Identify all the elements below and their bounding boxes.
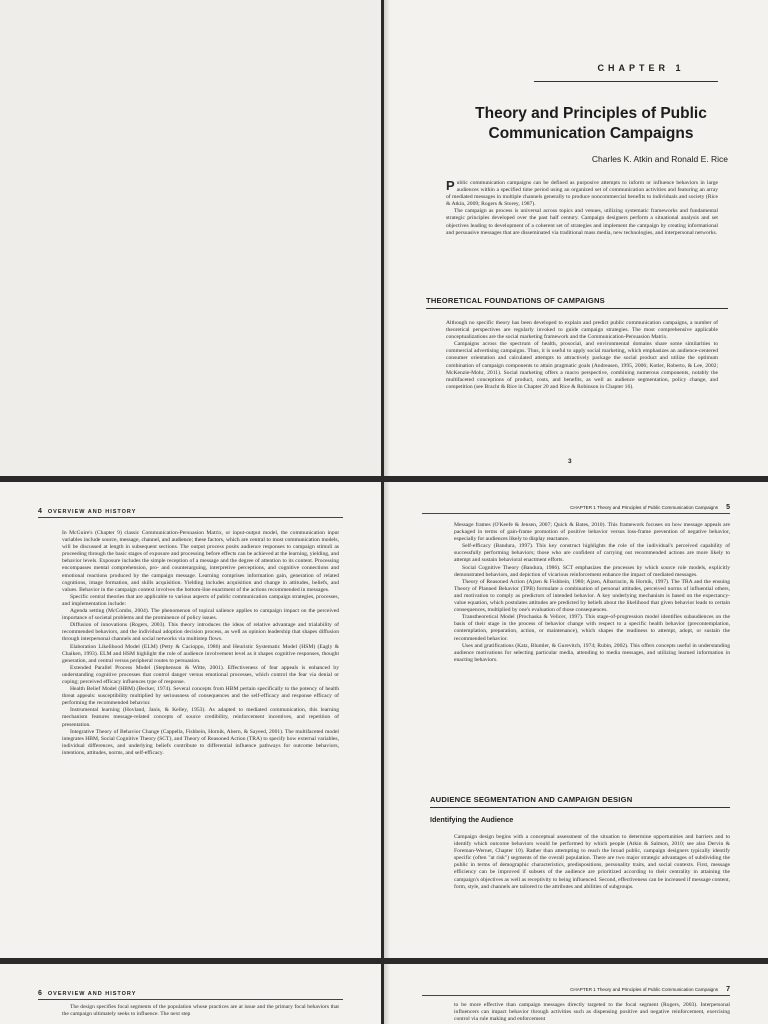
section-heading: THEORETICAL FOUNDATIONS OF CAMPAIGNS xyxy=(426,296,605,305)
theory-entry: Health Belief Model (HBM) (Becker, 1974). Several concepts from HBM pertain specifically to the potency of health threat appeals: susceptibility multiplied by seriousness of consequences and the self-efficacy and response efficacy of performing the recommended behavior. xyxy=(62,686,339,707)
theory-entry: Self-efficacy (Bandura, 1997). This key construct highlights the role of the individual's perceived capability of successfully performing behaviors; those who are confident of carrying out recommended actions are more likely to attempt and sustain behavioral enactment efforts. xyxy=(454,543,730,564)
section-paragraph-2: Campaigns across the spectrum of health, prosocial, and environmental domains share some similarities to commercial advertising campaigns. Thus, it is useful to apply social marketing, which emphasizes an audience-centered consumer orientation and calculated attempts to attractively package the social product and utilize the optimum combination of campaign components to attain pragmatic goals (Andreasen, 1995, 2006; Kotler, Roberto, & Lee, 2002; McKenzie-Mohr, 2011). Social marketing offers a macro perspective, combining numerous components, notably the multifaceted conceptions of product, costs, and benefits, as well as audience segmentation, policy change, and competition (see Bracht & Rice in Chapter 20 and Rice & Robinson in Chapter 16). xyxy=(446,341,718,390)
page-6 xyxy=(0,964,381,1024)
paragraph-1: In McGuire's (Chapter 9) classic Communication-Persuasion Matrix, or input-output model, the communication input variables include source, message, channel, and audience; these factors, which are central to most communication models, will be discussed at length in subsequent sections. The output process posits audience responses to campaign stimuli as proceeding through the basic stages of exposure and processing before effects can be achieved at the learning, yielding, and behavior levels. Exposure includes the simple reception of a message and the degree of attention to its content. Processing encompasses mental comprehension, pro- and counterarguing, interpretive perceptions, and cognitive connections and emotional reactions produced by the campaign message. Learning comprises information gain, generation of related cognitions, image formation, and skills acquisition. Yielding includes acquisition and change in attitudes, beliefs, and values. Behavior in the campaign context involves the bottom-line enactment of the actions recommended in messages. xyxy=(62,530,339,593)
section-rule xyxy=(426,308,728,309)
gutter-shadow xyxy=(384,0,390,476)
subsection-text xyxy=(454,834,730,891)
section-heading: AUDIENCE SEGMENTATION AND CAMPAIGN DESIGN xyxy=(430,795,633,804)
chapter-rule xyxy=(534,81,718,82)
intro-paragraph-1: ublic communication campaigns can be defined as purposive attempts to inform or influence behaviors in large audiences within a specified time period using an organized set of communication activities and featuring an array of mediated messages in multiple channels generally to produce noncommercial benefits to individuals and society (Rice & Atkin, 2009; Rogers & Storey, 1987). xyxy=(446,180,718,208)
running-head xyxy=(38,990,136,997)
page-5 xyxy=(384,482,768,958)
running-head xyxy=(570,504,730,511)
theory-entry: Elaboration Likelihood Model (ELM) (Petty & Cacioppo, 1986) and Heuristic Systematic Model (HSM) (Eagly & Chaiken, 1993). ELM and HSM highlight the role of audience involvement level as it shapes cognitive responses, thought generation, and central versus peripheral routes to persuasion. xyxy=(62,643,339,664)
theory-entry: Transtheoretical Model (Prochaska & Velicer, 1997). This stage-of-progression model identifies subaudiences on the basis of their stage in the process of behavior change with respect to a specific health behavior (precontemplation, contemplation, preparation, action, or maintenance), which shapes the readiness to attempt, adopt, or sustain the recommended behavior. xyxy=(454,614,730,642)
running-head xyxy=(570,986,730,993)
theory-entry: Integrative Theory of Behavior Change (Cappella, Fishbein, Hornik, Ahern, & Sayeed, 2001). The multifaceted model integrates HBM, Social Cognitive Theory (SCT), and Theory of Reasoned Action (TRA) to specify how external variables, individual differences, and underlying beliefs contribute to differential influence pathways for outcome behaviors, intentions, attitudes, norms, and self-efficacy. xyxy=(62,728,339,756)
running-head-text: CHAPTER 1 Theory and Principles of Public Communication Campaigns xyxy=(570,505,719,510)
running-head-rule xyxy=(422,995,730,996)
page-3 xyxy=(384,0,768,476)
body-text xyxy=(454,522,730,664)
running-head-rule xyxy=(422,513,730,514)
body-text: The design specifies focal segments of the population whose practices are at issue and the primary focal behaviors that the campaign ultimately seeks to influence. The next step xyxy=(62,1004,339,1018)
subsection-heading: Identifying the Audience xyxy=(430,815,514,824)
chapter-label: CHAPTER 1 xyxy=(597,63,685,73)
theory-entry: Extended Parallel Process Model (Stephenson & Witte, 2001). Effectiveness of fear appeals is enhanced by understanding cognitive processes that control danger versus emotional processes, which control the fear via denial or coping; perceived efficacy influences type of response. xyxy=(62,664,339,685)
running-head-text: OVERVIEW AND HISTORY xyxy=(47,991,137,997)
paragraph-2: Specific central theories that are applicable to various aspects of public communication campaign strategies, processes, and implementation include: xyxy=(62,593,339,607)
body-text xyxy=(62,530,339,757)
theory-entry: Uses and gratifications (Katz, Blumler, & Gurevitch, 1974; Rubin, 2002). This offers concepts useful in understanding audience motivations for selecting particular media, attending to media messages, and utilizing learned information in enacting behaviors. xyxy=(454,642,730,663)
running-head-text: CHAPTER 1 Theory and Principles of Public Communication Campaigns xyxy=(570,987,719,992)
page-number: 7 xyxy=(726,986,730,993)
running-head-rule xyxy=(38,999,343,1000)
theory-entry: Instrumental learning (Hovland, Janis, & Kelley, 1953). As adapted to mediated communication, this learning mechanism features message-related concepts of source credibility, reinforcement incentives, and repetition of presentation. xyxy=(62,707,339,728)
intro-paragraph-2: The campaign as process is universal across topics and venues, utilizing systematic frameworks and fundamental strategic principles developed over the past half century. Campaign designers perform a situational analysis and set objectives leading to development of a coherent set of strategies and implement the campaign by creating informational and persuasive messages that are disseminated via traditional mass media, new technologies, and interpersonal networks. xyxy=(446,208,718,236)
title-line-1: Theory and Principles of Public xyxy=(475,105,707,122)
title-line-2: Communication Campaigns xyxy=(488,125,694,142)
theory-entry: Theory of Reasoned Action (Ajzen & Fishbein, 1980; Ajzen, Albarracin, & Hornik, 1997). The TRA and the ensuing Theory of Planned Behavior (TPB) formulate a combination of personal attitudes, perceived norms of influential others, and motivation to comply as predictors of intended behavior. A key underlying mechanism is based on the expectancy-value equation, which postulates attitudes are predicted by beliefs about the likelihood that given behavior leads to certain consequences, multiplied by one's evaluation of those consequences. xyxy=(454,578,730,614)
chapter-title xyxy=(434,104,748,144)
page-number: 6 xyxy=(38,990,42,997)
theory-entry: Diffusion of innovations (Rogers, 2003). This theory introduces the ideas of relative advantage and trialability of recommended behaviors, and the individual adoption decision process, as well as opinion leadership that shapes diffusion through interpersonal channels and social networks via multistep flows. xyxy=(62,622,339,643)
gutter-shadow xyxy=(384,482,390,958)
blank-page xyxy=(0,0,381,476)
running-head xyxy=(38,508,136,515)
body-text: to be more effective than campaign messages directly targeted to the focal segment (Rogers, 2003). Interpersonal influencers can impact behavior through activities such as dispensing positive and negative reinforcement, exercising control via rule making and enforcement xyxy=(454,1002,730,1023)
intro-text xyxy=(446,180,718,237)
theory-entry: Message frames (O'Keefe & Jensen, 2007; Quick & Bates, 2010). This framework focuses on how message appeals are packaged in terms of gain-frame promotion of positive behavior versus loss-frame prevention of negative behavior, especially for audiences likely to display reactance. xyxy=(454,522,730,543)
page-number: 5 xyxy=(726,504,730,511)
gutter-shadow xyxy=(384,964,390,1024)
page-4 xyxy=(0,482,381,958)
page-number: 4 xyxy=(38,508,42,515)
theory-entry: Agenda setting (McCombs, 2004). The phenomenon of topical salience applies to campaign impact on the perceived importance of societal problems and the prominence of policy issues. xyxy=(62,608,339,622)
section-text xyxy=(446,320,718,391)
running-head-text: OVERVIEW AND HISTORY xyxy=(47,509,137,515)
page-7 xyxy=(384,964,768,1024)
chapter-authors: Charles K. Atkin and Ronald E. Rice xyxy=(591,154,728,164)
section-paragraph-1: Although no specific theory has been developed to explain and predict public communication campaigns, a number of theoretical perspectives are regularly invoked to guide campaign strategies. The most comprehensive applicable conceptualizations are the social marketing framework and the Communication-Persuasion Matrix. xyxy=(446,320,718,341)
section-rule xyxy=(430,807,730,808)
paragraph-1: Campaign design begins with a conceptual assessment of the situation to determine opportunities and barriers and to identify which outcome behaviors would be performed by which people (Atkin & Salmon, 2010; see also Dervin & Foreman-Wernet, Chapter 10). Rather than attempting to reach the broad public, campaign designers typically identify specific (often "at risk") segments of the overall population. There are two major strategic advantages of subdividing the public in terms of demographic characteristics, predispositions, personality traits, and social contexts. First, message efficiency can be improved if subsets of the audience are prioritized according to their centrality in attaining the campaign's objectives as well as receptivity to being influenced. Second, effectiveness can be increased if message content, form, style, and channels are tailored to the attributes and abilities of subgroups. xyxy=(454,834,730,890)
dropcap: P xyxy=(446,178,455,193)
page-number: 3 xyxy=(568,458,572,465)
theory-entry: Social Cognitive Theory (Bandura, 1986). SCT emphasizes the processes by which source role models, explicitly demonstrated behaviors, and depiction of vicarious reinforcement enhance the impact of mediated messages. xyxy=(454,564,730,578)
running-head-rule xyxy=(38,517,343,518)
